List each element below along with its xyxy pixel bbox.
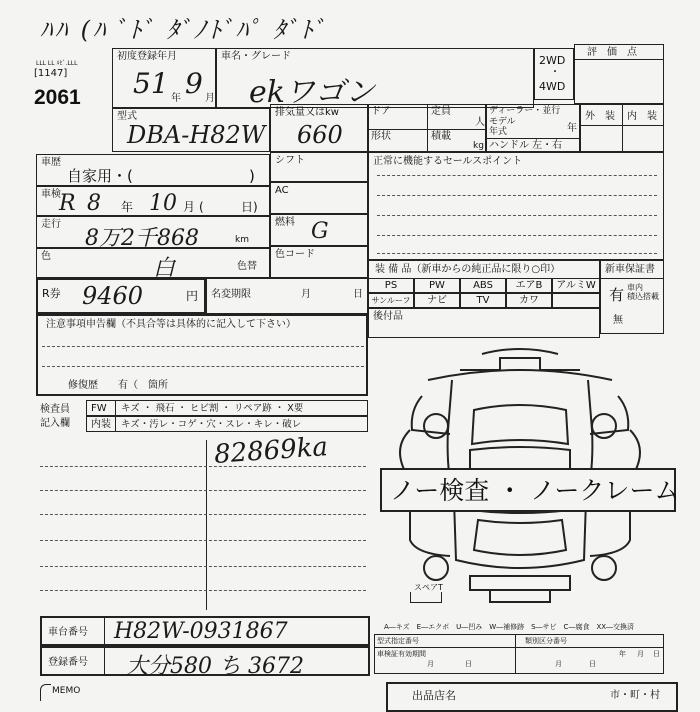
drive-4wd: 4WD: [539, 80, 566, 93]
mileage-value: 8万2千868: [85, 226, 199, 251]
memo-label: MEMO: [52, 686, 81, 696]
inspector-fw-items: キズ ・ 飛石 ・ ヒビ割 ・ リペア跡 ・ X要: [121, 403, 304, 414]
inspector-int-label: 内装: [91, 419, 111, 430]
inspection-year-unit: 年: [121, 200, 134, 214]
exhibitor-label: 出品店名: [412, 689, 456, 702]
equipment-item: エアB: [506, 278, 552, 293]
validity-label: 車検証有効期間: [377, 650, 426, 658]
chassis-value: H82W-0931867: [114, 619, 288, 644]
inspection-year: 8: [87, 191, 101, 216]
top-scrawl: ﾊﾊ (ﾊ ﾞﾄﾞ ﾀﾞﾉﾄﾞﾊﾟ ﾀﾞﾄﾞ: [40, 16, 328, 44]
equipment-item: TV: [460, 293, 506, 308]
recycle-box: [36, 278, 206, 314]
mileage-unit: km: [235, 235, 249, 245]
shape-label: 形状: [371, 131, 391, 142]
chassis-box: [40, 616, 370, 646]
aftermarket-label: 後付品: [373, 311, 403, 322]
inspection-label: 車検: [41, 189, 61, 200]
inspector-int-box: [86, 416, 368, 432]
displacement-label: 排気量又はkw: [275, 107, 339, 118]
drive-dot: ・: [550, 67, 560, 78]
ref-code: [1147]: [34, 68, 68, 79]
exterior-label: 外 装: [585, 111, 615, 122]
inspector-int-items: キズ・汚レ・コゲ・穴・スレ・キレ・破レ: [121, 419, 302, 430]
inspection-day-open: (: [199, 200, 204, 214]
color-code-label: 色コード: [275, 249, 315, 260]
notes-repair: 修復歴 有（ 箇所: [68, 380, 168, 391]
name-change-month: 月: [301, 289, 311, 300]
interior-label: 内 装: [627, 111, 657, 122]
equipment-item: サンルーフ: [368, 293, 414, 308]
inspection-day-unit: 日): [241, 200, 258, 214]
field-month-2: 月: [555, 660, 562, 668]
displacement-value: 660: [297, 121, 343, 149]
first-registration-box: [112, 48, 216, 108]
ac-box: [270, 182, 368, 214]
notes-label: 注意事項申告欄（不具合等は具体的に記入して下さい）: [46, 319, 296, 330]
dealer-label: ディーラー・並行: [489, 106, 561, 116]
equipment-item: PW: [414, 278, 460, 293]
equipment-item: カワ: [506, 293, 552, 308]
type-designation-label: 型式指定番号: [377, 637, 419, 645]
model-year-sub: 年式: [489, 127, 508, 137]
selling-points-box: [368, 152, 664, 260]
name-change-box: [206, 278, 368, 314]
ext-int-box: [580, 104, 664, 152]
inspector-fw-box: [86, 400, 368, 416]
selling-points-label: 正常に機能するセールスポイント: [373, 156, 523, 167]
model-code-label: 型式: [117, 111, 137, 122]
field-month-1: 月: [427, 660, 434, 668]
name-change-day: 日: [353, 289, 363, 300]
equipment-item: [552, 293, 600, 308]
equipment-item: ABS: [460, 278, 506, 293]
drive-box: [534, 48, 574, 100]
small-code: LLL LL ﾙﾋﾞ.LLL: [36, 60, 78, 67]
displacement-box: [270, 104, 368, 152]
first-registration-year: 51: [133, 67, 169, 100]
aftermarket-box: [368, 308, 600, 338]
shift-box: [270, 152, 368, 182]
vehicle-use-value: 自家用・(: [67, 167, 133, 185]
warranty-label: 新車保証書: [605, 264, 655, 275]
recycle-unit: 円: [186, 289, 199, 303]
handle-label: ハンドル 左・右: [489, 140, 563, 151]
small-fields-box: [374, 634, 664, 674]
spare-tire-label: スペアT: [414, 583, 443, 592]
model-year-unit: 年: [567, 123, 577, 134]
first-registration-label: 初度登録年月: [117, 51, 177, 62]
ac-label: AC: [275, 185, 289, 196]
first-registration-month: 9: [185, 67, 203, 100]
recycle-value: 9460: [82, 282, 144, 310]
city-label: 市・町・村: [610, 690, 660, 701]
model-year-label: モデル: [489, 117, 516, 127]
color-code-box: [270, 246, 368, 278]
mileage-label: 走行: [41, 219, 61, 230]
damage-legend: A―キズ E―エクボ U―凹み W―補修跡 S―サビ C―腐食 XX―交換済: [384, 623, 635, 631]
first-registration-month-unit: 月: [205, 93, 215, 104]
capacity-label: 定員: [431, 106, 451, 117]
valuation-box: [574, 44, 664, 104]
drive-2wd: 2WD: [539, 54, 566, 67]
inspector-fw-label: FW: [91, 403, 107, 414]
inspector-entry-label: 記入欄: [40, 418, 70, 429]
memo-bracket: [40, 684, 51, 701]
warranty-no: 無: [613, 315, 623, 326]
field-day-3: 日: [653, 650, 660, 658]
spare-tire-bracket: [410, 592, 442, 603]
valuation-label: 評 価 点: [587, 47, 637, 58]
registration-label: 登録番号: [48, 657, 88, 668]
field-year: 年: [619, 650, 626, 658]
lot-number: 2061: [34, 86, 81, 109]
model-name-label: 車名・グレード: [221, 51, 291, 62]
vehicle-use-box: [36, 154, 270, 186]
equipment-item: ナビ: [414, 293, 460, 308]
vehicle-use-label: 車歴: [41, 157, 61, 168]
color-value: 白: [153, 256, 176, 281]
inspection-month: 10: [149, 191, 177, 216]
notes-box: [36, 314, 368, 396]
model-code-value: DBA-H82W: [127, 121, 266, 149]
capacity-unit: 人: [475, 117, 485, 128]
inspection-month-unit: 月: [183, 200, 196, 214]
model-code-box: [112, 108, 270, 152]
vehicle-use-close: ): [249, 167, 255, 185]
model-name-value: ekワゴン: [249, 75, 375, 110]
door-label: ドア: [371, 106, 391, 117]
dealer-block: [486, 104, 580, 152]
odometer-note: 82869ka: [213, 432, 329, 470]
field-day-2: 日: [589, 660, 596, 668]
fuel-label: 燃料: [275, 217, 295, 228]
classification-label: 類別区分番号: [525, 637, 567, 645]
fuel-box: [270, 214, 368, 246]
load-unit: kg: [473, 141, 484, 151]
warranty-yes: 有: [609, 286, 625, 304]
name-change-label: 名変期限: [211, 289, 251, 300]
equipment-grid: [368, 278, 600, 308]
equipment-label: 装 備 品（新車からの純正品に限り○印）: [375, 264, 561, 275]
exhibitor-box: [386, 682, 678, 712]
color-box: [36, 248, 270, 281]
field-day-1: 日: [465, 660, 472, 668]
inspector-label: 検査員: [40, 404, 70, 415]
inspection-box: [36, 186, 270, 216]
stamp-text: ノー検査 ・ ノークレーム: [390, 476, 680, 505]
warranty-yes-note: 車内 積込搭載: [627, 283, 659, 301]
field-month-3: 月: [637, 650, 644, 658]
first-registration-year-unit: 年: [171, 93, 181, 104]
equipment-item: PS: [368, 278, 414, 293]
door-block: [368, 104, 486, 152]
color-change-label: 色替: [237, 261, 257, 272]
registration-box: [40, 646, 370, 679]
model-name-box: [216, 48, 534, 108]
inspection-era: R: [59, 191, 76, 216]
shift-label: シフト: [275, 155, 305, 166]
registration-value: 大分580 ち 3672: [126, 654, 304, 679]
color-label: 色: [41, 251, 51, 262]
load-label: 積載: [431, 131, 451, 142]
fuel-value: G: [311, 219, 329, 244]
chassis-label: 車台番号: [48, 627, 88, 638]
equipment-item: アルミW: [552, 278, 600, 293]
recycle-label: R券: [42, 287, 61, 300]
no-inspection-stamp: [380, 468, 680, 512]
mileage-box: [36, 216, 270, 251]
warranty-box: [600, 260, 664, 334]
